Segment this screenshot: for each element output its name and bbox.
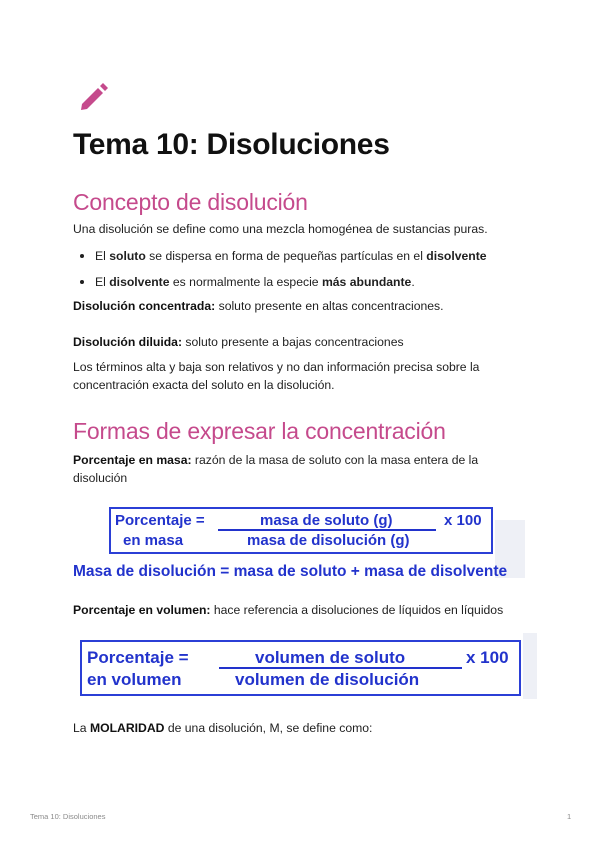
bullet-list	[73, 247, 533, 299]
decorative-shadow	[523, 633, 537, 699]
formula-numerator: masa de soluto (g)	[260, 512, 393, 529]
formula-denominator: masa de disolución (g)	[247, 532, 410, 549]
formula-denominator: volumen de disolución	[235, 670, 420, 689]
formula-factor: x 100	[466, 648, 509, 667]
list-item: El disolvente es normalmente la especie más abundante.	[73, 273, 533, 299]
concentrada-paragraph: Disolución concentrada: soluto presente en altas concentraciones.	[73, 299, 444, 313]
page-number: 1	[567, 812, 572, 821]
porcentaje-masa-paragraph: Porcentaje en masa: razón de la masa de soluto con la masa entera de la disolución	[73, 453, 479, 485]
molaridad-paragraph: La MOLARIDAD de una disolución, M, se define como:	[73, 721, 373, 735]
masa-disolucion-equation: Masa de disolución = masa de soluto + masa de disolvente	[73, 563, 508, 580]
fraction-line	[218, 529, 436, 531]
diluida-paragraph: Disolución diluida: soluto presente a bajas concentraciones	[73, 335, 404, 349]
list-item: El soluto se dispersa en forma de pequeñas partículas en el disolvente	[73, 247, 533, 273]
formula-left-top: Porcentaje =	[115, 512, 205, 529]
page-title: Tema 10: Disoluciones	[73, 128, 390, 161]
formula-left-bottom: en volumen	[87, 670, 182, 689]
intro-paragraph: Una disolución se define como una mezcla homogénea de sustancias puras.	[73, 222, 488, 236]
formula-porcentaje-volumen	[80, 640, 521, 696]
section-heading-concepto: Concepto de disolución	[73, 189, 308, 215]
formula-numerator: volumen de soluto	[255, 648, 406, 667]
section-heading-formas: Formas de expresar la concentración	[73, 418, 446, 444]
terminos-paragraph: Los términos alta y baja son relativos y no dan información precisa sobre la concentración exacta del soluto en la disolución.	[73, 360, 480, 392]
porcentaje-volumen-paragraph: Porcentaje en volumen: hace referencia a disoluciones de líquidos en líquidos	[73, 603, 504, 617]
fraction-line	[219, 667, 462, 669]
formula-left-top: Porcentaje =	[87, 648, 189, 667]
formula-porcentaje-masa	[109, 507, 493, 554]
footer-title: Tema 10: Disoluciones	[30, 812, 106, 821]
formula-factor: x 100	[444, 512, 482, 529]
pencil-icon	[76, 78, 112, 114]
formula-left-bottom: en masa	[123, 532, 184, 549]
